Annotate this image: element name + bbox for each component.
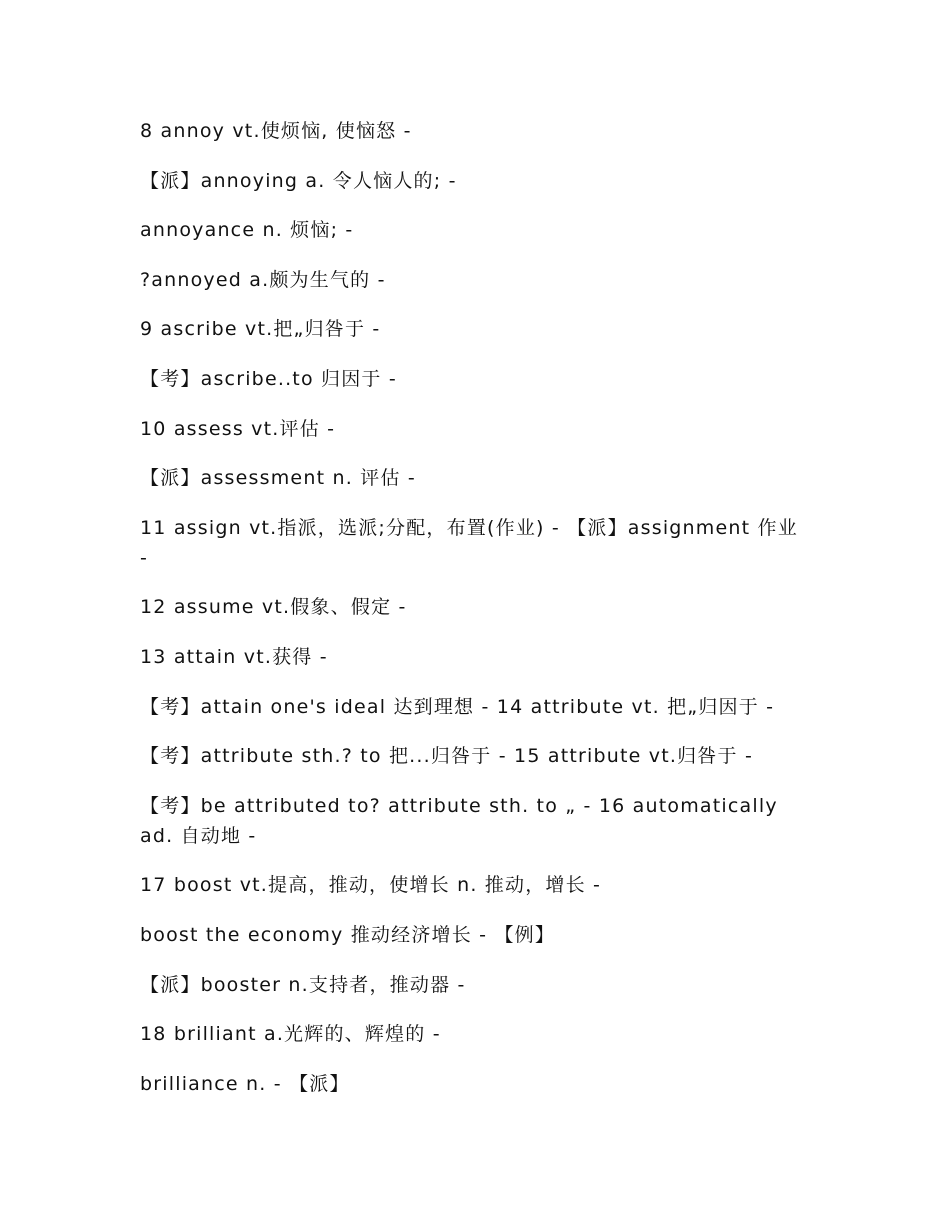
entry-line: 13 attain vt.获得 -	[140, 645, 328, 668]
entry-line: 11 assign vt.指派，选派;分配，布置(作业) - 【派】assignment 作业 -	[140, 516, 798, 569]
entry-line: 【派】annoying a. 令人恼人的; -	[140, 169, 457, 192]
entry-line: brilliance n. - 【派】	[140, 1072, 350, 1095]
entry-line: 【派】booster n.支持者，推动器 -	[140, 973, 466, 996]
entry-line: ?annoyed a.颇为生气的 -	[140, 268, 386, 291]
entry-line: 【派】assessment n. 评估 -	[140, 467, 416, 490]
entry-line: 9 ascribe vt.把„归咎于 -	[140, 318, 381, 341]
entry-line: 【考】be attributed to? attribute sth. to „ - 16 automatically ad. 自动地 -	[140, 794, 778, 847]
entry-line: 18 brilliant a.光辉的、辉煌的 -	[140, 1023, 441, 1046]
entry-line: 12 assume vt.假象、假定 -	[140, 596, 407, 619]
entry-line: annoyance n. 烦恼; -	[140, 219, 354, 242]
entry-line: 17 boost vt.提高，推动，使增长 n. 推动，增长 -	[140, 874, 602, 897]
entry-line: boost the economy 推动经济增长 - 【例】	[140, 923, 556, 946]
entry-line: 【考】attain one's ideal 达到理想 - 14 attribute vt. 把„归因于 -	[140, 695, 775, 718]
entry-line: 10 assess vt.评估 -	[140, 417, 336, 440]
entry-line: 【考】ascribe..to 归因于 -	[140, 367, 397, 390]
entry-line: 8 annoy vt.使烦恼, 使恼怒 -	[140, 120, 412, 142]
entry-line: 【考】attribute sth.? to 把...归咎于 - 15 attribute vt.归咎于 -	[140, 745, 753, 768]
vocabulary-list	[140, 116, 810, 1118]
